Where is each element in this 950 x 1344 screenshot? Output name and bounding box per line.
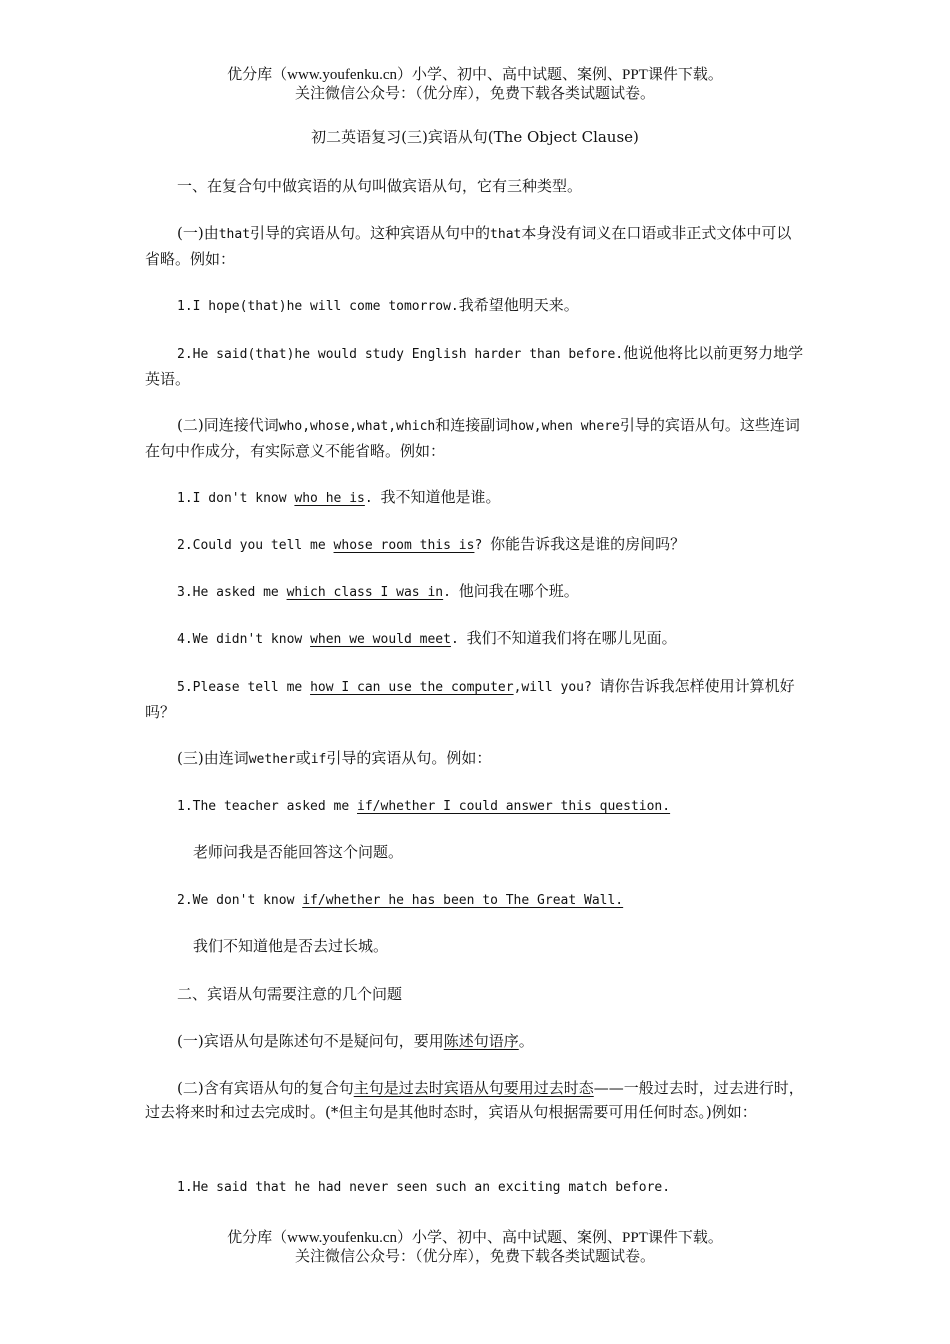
type1-intro: (一)由that引导的宾语从句。这种宾语从句中的that本身没有词义在口语或非正式文体中可以省略。例如： bbox=[145, 224, 792, 268]
page-footer bbox=[0, 1229, 950, 1267]
footer-line-1: 优分库（www.youfenku.cn）小学、初中、高中试题、案例、PPT课件下载。 bbox=[227, 1230, 723, 1246]
type3-example-1: 1.The teacher asked me if/whether I could answer this question. bbox=[177, 799, 671, 814]
type1-example-2: 2.He said(that)he would study English harder than before.他说他将比以前更努力地学英语。 bbox=[145, 344, 804, 388]
document-title: 初二英语复习(三)宾语从句(The Object Clause) bbox=[311, 128, 639, 146]
type2-example-1: 1.I don't know who he is. 我不知道他是谁。 bbox=[177, 488, 501, 506]
type3-example-2: 2.We don't know if/whether he has been to The Great Wall. bbox=[177, 893, 624, 908]
type2-intro: (二)同连接代词who,whose,what,which和连接副词how,when where引导的宾语从句。这些连词在句中作成分，有实际意义不能省略。例如： bbox=[145, 416, 800, 460]
section2-heading: 二、宾语从句需要注意的几个问题 bbox=[177, 985, 403, 1003]
section2-point-1: (一)宾语从句是陈述句不是疑问句，要用陈述句语序。 bbox=[177, 1032, 534, 1050]
type2-example-4: 4.We didn't know when we would meet. 我们不知道我们将在哪儿见面。 bbox=[177, 629, 677, 647]
header-line-1: 优分库（www.youfenku.cn）小学、初中、高中试题、案例、PPT课件下载。 bbox=[227, 67, 723, 83]
type2-example-5: 5.Please tell me how I can use the computer,will you? 请你告诉我怎样使用计算机好吗？ bbox=[145, 677, 795, 721]
section1-heading: 一、在复合句中做宾语的从句叫做宾语从句，它有三种类型。 bbox=[177, 177, 583, 195]
type3-example-2-translation: 我们不知道他是否去过长城。 bbox=[193, 937, 389, 955]
section2-example-1: 1.He said that he had never seen such an exciting match before. bbox=[177, 1180, 671, 1195]
type2-example-3: 3.He asked me which class I was in. 他问我在哪个班。 bbox=[177, 582, 579, 600]
type3-example-1-translation: 老师问我是否能回答这个问题。 bbox=[193, 843, 404, 861]
type3-intro: (三)由连词wether或if引导的宾语从句。例如： bbox=[177, 749, 492, 767]
type2-example-2: 2.Could you tell me whose room this is? 你能告诉我这是谁的房间吗？ bbox=[177, 535, 686, 553]
section2-point-2: (二)含有宾语从句的复合句主句是过去时宾语从句要用过去时态——一般过去时，过去进行时，过去将来时和过去完成时。(*但主句是其他时态时，宾语从句根据需要可用任何时态。)例如： bbox=[145, 1079, 804, 1121]
footer-line-2: 关注微信公众号：（优分库），免费下载各类试题试卷。 bbox=[294, 1249, 655, 1265]
type1-example-1: 1.I hope(that)he will come tomorrow.我希望他明天来。 bbox=[177, 296, 579, 314]
header-line-2: 关注微信公众号：（优分库），免费下载各类试题试卷。 bbox=[294, 86, 655, 102]
page-header bbox=[0, 66, 950, 104]
